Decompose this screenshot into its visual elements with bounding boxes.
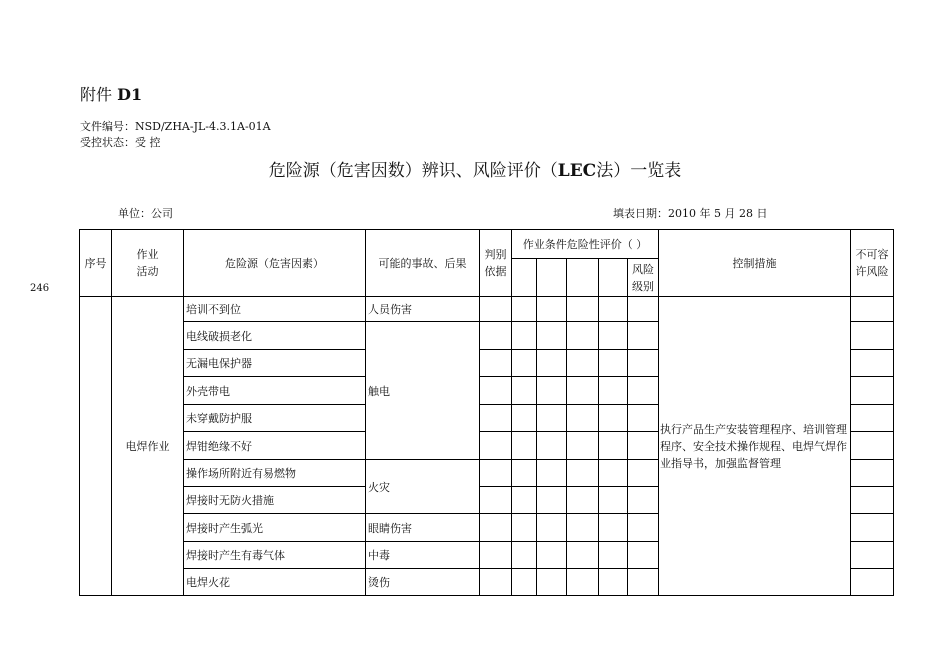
unit-label: 单位：公司 [118,207,173,220]
header-hazard: 危险源（危害因素） [184,230,366,297]
eval-cell [599,259,628,297]
header-risk-level: 风险 级别 [628,259,659,297]
hazard-table [79,229,894,596]
eval-cell [537,259,567,297]
consequence-cell: 烫伤 [366,569,480,596]
hazard-cell: 无漏电保护器 [184,350,366,377]
attachment-label: 附件 D1 [80,85,143,104]
hazard-cell: 操作场所附近有易燃物 [184,460,366,487]
consequence-cell: 中毒 [366,542,480,569]
hazard-cell: 外壳带电 [184,377,366,405]
header-seq: 序号 [80,230,112,297]
document-number: 文件编号：NSD/ZHA-JL-4.3.1A-01A [80,120,271,133]
header-activity: 作业 活动 [112,230,184,297]
consequence-cell: 触电 [366,322,480,460]
hazard-cell: 未穿戴防护服 [184,405,366,432]
header-consequence: 可能的事故、后果 [366,230,480,297]
consequence-cell: 火灾 [366,460,480,514]
consequence-cell: 人员伤害 [366,297,480,322]
hazard-cell: 焊接时无防火措施 [184,487,366,514]
hazard-cell: 电线破损老化 [184,322,366,350]
seq-cell [80,297,112,596]
header-row [80,230,894,259]
fill-date: 填表日期：2010 年 5 月 28 日 [613,207,768,220]
eval-cell [567,259,599,297]
consequence-cell: 眼睛伤害 [366,514,480,542]
page-number: 246 [30,283,50,294]
activity-cell: 电焊作业 [112,297,184,596]
hazard-cell: 焊接时产生有毒气体 [184,542,366,569]
document-title: 危险源（危害因数）辨识、风险评价（LEC法）一览表 [268,161,682,181]
control-measure-cell: 执行产品生产安装管理程序、培训管理程序、安全技术操作规程、电焊气焊作业指导书，加强监督管理 [659,297,851,596]
header-control: 控制措施 [659,230,851,297]
hazard-cell: 焊接时产生弧光 [184,514,366,542]
control-status: 受控状态：受 控 [80,136,161,149]
header-basis: 判别 依据 [480,230,512,297]
header-evaluation: 作业条件危险性评价（ ） [512,230,659,259]
header-unacceptable: 不可容 许风险 [851,230,894,297]
table-row [80,297,894,322]
hazard-cell: 电焊火花 [184,569,366,596]
eval-cell [512,259,537,297]
hazard-cell: 焊钳绝缘不好 [184,432,366,460]
hazard-cell: 培训不到位 [184,297,366,322]
